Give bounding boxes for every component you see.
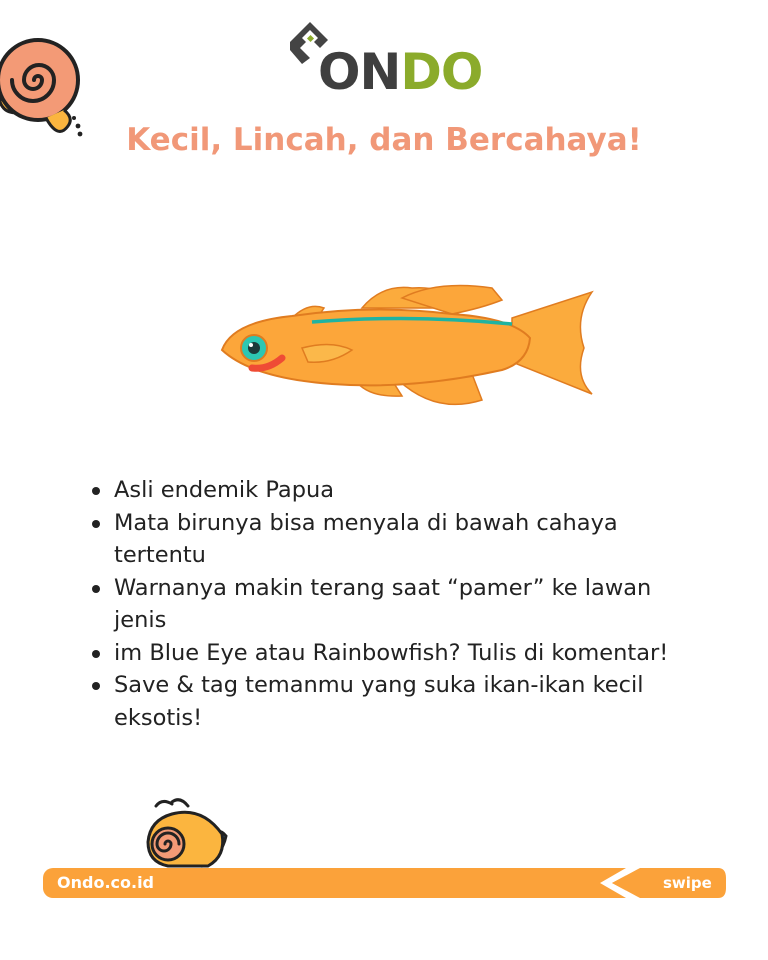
page-title: Kecil, Lincah, dan Bercahaya! <box>126 122 642 158</box>
logo-text-do: DO <box>400 43 483 101</box>
footer-site-link[interactable]: Ondo.co.id <box>57 873 155 892</box>
list-item: im Blue Eye atau Rainbowfish? Tulis di komentar! <box>86 637 686 670</box>
logo-text-on: ON <box>318 43 401 101</box>
swipe-button[interactable]: swipe <box>663 874 712 892</box>
list-item: Asli endemik Papua <box>86 474 686 507</box>
snail-illustration-bottom <box>142 796 232 868</box>
list-item: Mata birunya bisa menyala di bawah cahaya tertentu <box>86 507 686 572</box>
rainbowfish-illustration <box>212 278 608 418</box>
list-item: Save & tag temanmu yang suka ikan-ikan kecil eksotis! <box>86 669 686 734</box>
list-item: Warnanya makin terang saat “pamer” ke lawan jenis <box>86 572 686 637</box>
ondo-logo <box>286 20 486 102</box>
facts-list <box>86 474 686 734</box>
